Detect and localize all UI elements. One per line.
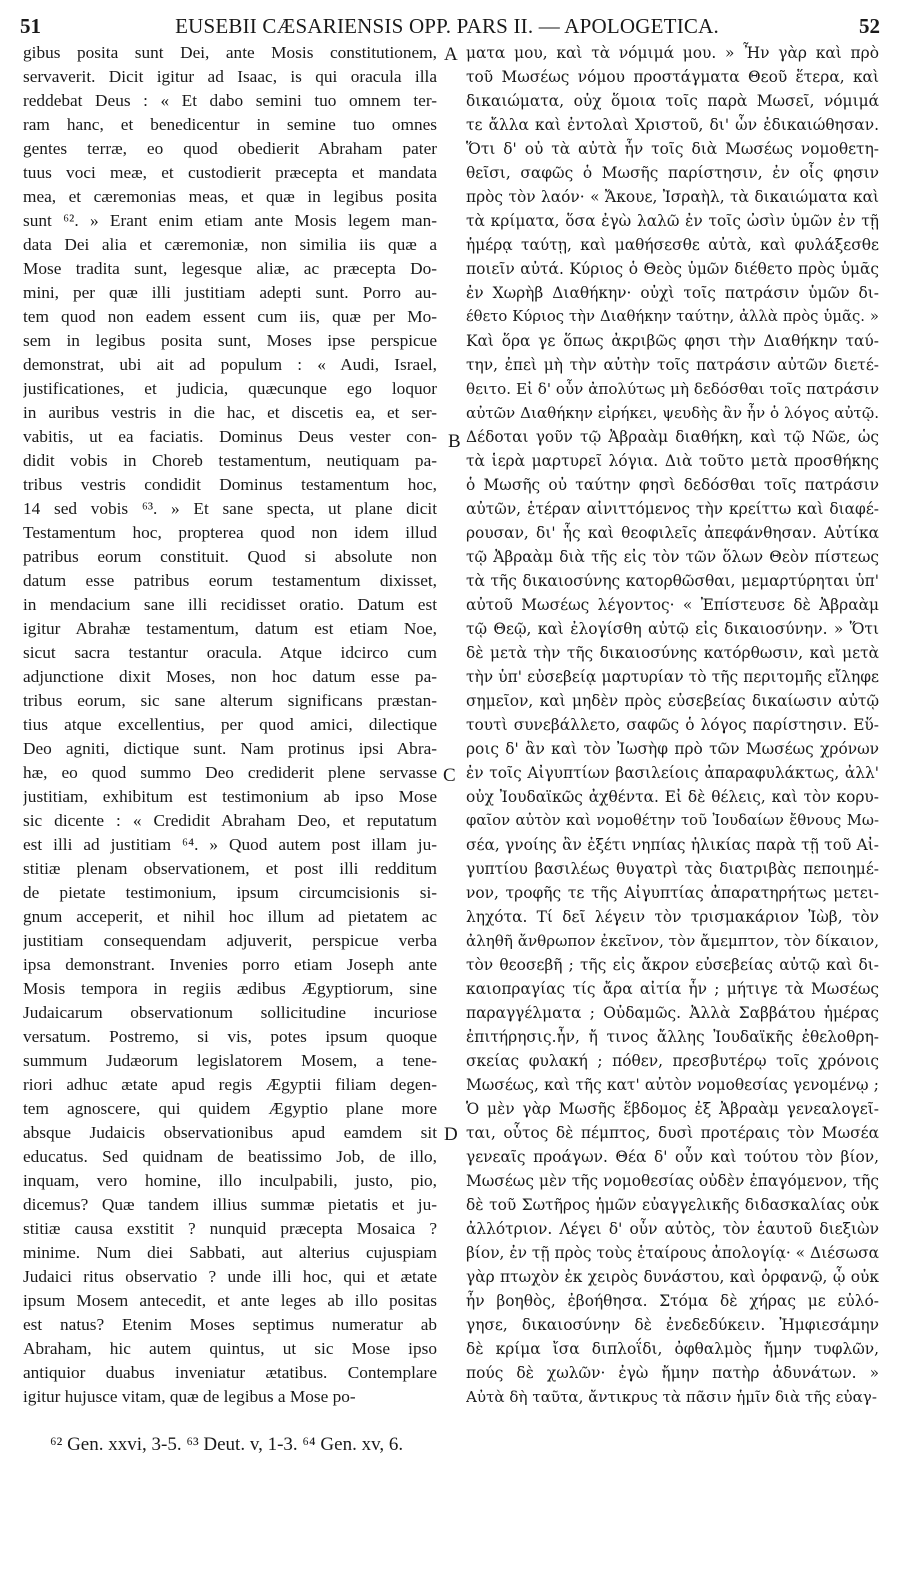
greek-text-line: Ὅτι δ' οὐ τὰ αὐτὰ ἦν τοῖς διὰ Μωσέως νομοθετη- — [466, 140, 879, 158]
greek-text-line: ποιεῖν αὐτά. Κύριος ὁ Θεὸς ὑμῶν διέθετο πρὸς ὑμᾶς — [466, 260, 879, 278]
greek-text-line: τουτὶ συνεβάλλετο, σαφῶς ὁ λόγος παρίστησιν. Εὕ- — [466, 716, 879, 734]
greek-text-line: αὐτῶν Διαθήκην εἰρήκει, ψευδὴς ἂν ἦν ὁ λόγος αὐτῷ. — [466, 404, 879, 422]
latin-text-line: summum Judæorum legislatorem Mosem, a tene- — [23, 1051, 437, 1070]
greek-text-line: δικαιώματα, οὐχ ὅμοια τοῖς παρὰ Μωσεῖ, νόμιμά — [466, 92, 879, 110]
latin-text-line: in mendacium sane illi recidisset oratio. Datum est — [23, 595, 437, 614]
latin-text-line: sic dicente : « Credidit Abraham Deo, et reputatum — [23, 811, 437, 830]
greek-text-line: έθετο Κύριος τὴν Διαθήκην ταύτην, ἀλλὰ πρὸς ὑμᾶς. » — [466, 308, 879, 325]
latin-text-line: tribus vestris condidit Dominus testamentum hoc, — [23, 475, 437, 494]
running-title: EUSEBII CÆSARIENSIS OPP. PARS II. — APOLOGETICA. — [175, 14, 719, 38]
greek-text-line: Ὁ μὲν γὰρ Μωσῆς ἕβδομος ἐξ Ἀβραὰμ γενεαλογεῖ- — [466, 1100, 879, 1118]
greek-text-line: την, ἐπεὶ μὴ τὴν αὐτὴν τοῖς πατράσιν αὐτῶν διετέ- — [466, 356, 879, 374]
greek-text-line: ἀλλότριον. Λέγει δ' οὖν αὐτὸς, τὸν ἑαυτοῦ διεξιὼν — [466, 1220, 879, 1238]
greek-text-line: σέα, γνοίης ἂν ἐξέτι νηπίας ἡλικίας παρὰ τῇ τοῦ Αἰ- — [466, 836, 879, 854]
greek-text-line: τὰ τῆς δικαιοσύνης κατορθῶσθαι, μεμαρτύρηται ὑπ' — [466, 572, 879, 590]
greek-text-line: νον, τροφῆς τε τῆς Αἰγυπτίας ἀπαρατηρήτως μετει- — [466, 884, 879, 902]
greek-text-line: παραγγέλματα ; Οὐδαμῶς. Ἀλλὰ Σαββάτου ἡμέρας — [466, 1004, 879, 1022]
latin-text-line: est illi ad justitiam ⁶⁴. » Quod autem post illam ju- — [23, 835, 437, 854]
latin-text-line: stitiæ plenam observationem, et post illi redditum — [23, 859, 437, 878]
greek-text-line: οὐχ Ἰουδαϊκῶς ἀχθέντα. Εἰ δὲ θέλεις, καὶ τὸν κορυ- — [466, 788, 879, 806]
latin-text-line: gibus posita sunt Dei, ante Mosis constitutionem, — [23, 43, 437, 62]
latin-text-line: Deo agniti, dictique sunt. Nam protinus ipsi Abra- — [23, 739, 437, 758]
latin-text-line: Mosis tempora in regiis ædibus Ægyptiorum, sine — [23, 979, 437, 998]
latin-text-column — [23, 41, 437, 1409]
latin-text-line: ram hanc, et benedicentur in semine tuo omnes — [23, 115, 437, 134]
latin-text-line: Judaici ritus observatio ? unde illi hoc, qui et ætate — [23, 1267, 437, 1286]
latin-text-line: mea, et cæremonias meas, et quæ in legibus posita — [23, 187, 437, 206]
greek-text-line: Καὶ ὅρα γε ὅπως ἀκριβῶς φησι τὴν Διαθήκην ταύ- — [466, 332, 879, 350]
latin-text-line: 14 sed vobis ⁶³. » Et sane specta, ut plane dicit — [23, 499, 437, 518]
latin-text-line: tius atque excellentius, per quod amici, dilectique — [23, 715, 437, 734]
latin-text-line: servaverit. Dicit igitur ad Isaac, is qui oracula illa — [23, 67, 437, 86]
greek-text-line: τὰ κρίματα, ὅσα ἐγὼ λαλῶ ἐν τοῖς ὠσὶν ὑμῶν ἐν τῇ — [466, 212, 879, 230]
greek-text-line: φαῖον αὐτὸν καὶ νομοθέτην τοῦ Ἰουδαίων ἔθνους Μω- — [466, 812, 879, 829]
greek-text-line: ὁ Μωσῆς οὐ ταύτην φησὶ δεδόσθαι τοῖς πατράσιν — [466, 476, 879, 494]
margin-marker-b: B — [448, 431, 461, 452]
latin-text-line: dicemus? Quæ tandem illius summæ pietatis et ju- — [23, 1195, 437, 1214]
greek-text-line: Δέδοται γοῦν τῷ Ἀβραὰμ διαθήκη, καὶ τῷ Νῶε, ὡς — [466, 428, 879, 446]
greek-text-line: Αὐτὰ δὴ ταῦτα, ἄντικρυς τὰ πᾶσιν ἡμῖν διὰ τῆς εὐαγ- — [466, 1388, 877, 1406]
greek-text-line: γυπτίου βασιλέως θυγατρὶ τὰς διατριβὰς πεποιημέ- — [466, 860, 879, 878]
greek-text-line: σκείας φυλακή ; πόθεν, πρεσβυτέρῳ τοῖς χρόνοις — [466, 1052, 879, 1070]
greek-text-line: πρὸς τὸν λαόν· « Ἄκουε, Ἰσραὴλ, τὰ δικαιώματα καὶ — [466, 188, 879, 206]
latin-text-line: tribus eorum, sic sane alterum significans præstan- — [23, 691, 437, 710]
latin-text-line: est natus? Etenim Moses septimus numeratur ab — [23, 1315, 437, 1334]
greek-text-line: τε ἄλλα καὶ ἐντολαὶ Χριστοῦ, δι' ὧν ἐδικαιώθησαν. — [466, 116, 879, 134]
greek-text-line: ρουσαν, δι' ἧς καὶ θεοφιλεῖς ἀπεφάνθησαν. Αὐτίκα — [466, 524, 879, 542]
latin-text-line: Judaicarum observationum sollicitudine incuriose — [23, 1003, 437, 1022]
latin-text-line: gnum acceperit, et nihil hoc illum ad pietatem ac — [23, 907, 437, 926]
latin-text-line: sunt ⁶². » Erant enim etiam ante Mosis legem man- — [23, 211, 437, 230]
right-page-number: 52 — [859, 14, 880, 38]
latin-text-line: justitiam consequendam adjuverit, perspicue verba — [23, 931, 437, 950]
greek-text-line: ροις δ' ἂν καὶ τὸν Ἰωσὴφ πρὸ τῶν Μωσέως χρόνων — [466, 740, 879, 758]
greek-text-line: τῷ Θεῷ, καὶ ἐλογίσθη αὐτῷ εἰς δικαιοσύνην. » Ὅτι — [466, 620, 879, 638]
greek-text-line: τὴν ὑπ' εὐσεβείᾳ μαρτυρίαν τὸ τῆς περιτομῆς εἴληφε — [466, 668, 879, 686]
greek-text-line: ται, οὗτος δὲ πέμπτος, δυσὶ προτέραις τὸν Μωσέα — [466, 1124, 879, 1142]
greek-text-line: τῷ Ἀβραὰμ διὰ τῆς εἰς τὸν τῶν ὅλων Θεὸν πίστεως — [466, 548, 879, 566]
latin-text-line: stitiæ causa exstitit ? nunquid præcepta Mosaica ? — [23, 1219, 437, 1238]
latin-text-line: Testamentum hoc, propterea quod non idem illud — [23, 523, 437, 542]
footnotes: ⁶² Gen. xxvi, 3-5. ⁶³ Deut. v, 1-3. ⁶⁴ Gen. xv, 6. — [50, 1434, 404, 1455]
greek-text-line: Μωσέως, καὶ τῆς κατ' αὐτὸν νομοθεσίας γενομένῳ ; — [466, 1076, 879, 1094]
greek-text-line: γησε, δικαιοσύνην δὲ ἐνεδεδύκειν. Ἠμφιεσάμην — [466, 1316, 879, 1334]
latin-text-line: tem agnoscere, qui quidem Ægyptio plane more — [23, 1099, 437, 1118]
margin-marker-d: D — [444, 1124, 458, 1145]
latin-text-line: riori adhuc ætate apud regis Ægyptii filiam degen- — [23, 1075, 437, 1094]
greek-text-line: δὲ τοῦ Σωτῆρος ἡμῶν εὐαγγελικῆς διδασκαλίας οὐκ — [466, 1196, 879, 1214]
latin-text-line: gentes terræ, eo quod obedierit Abraham pater — [23, 139, 437, 158]
latin-text-line: data Dei alia et cæremoniæ, non similia iis quæ a — [23, 235, 437, 254]
greek-text-line: δὲ κρίμα ἴσα διπλοΐδι, ὀφθαλμὸς ἤμην τυφλῶν, — [466, 1340, 879, 1358]
latin-text-line: ipsum Mosem antecedit, et ante leges ab illo positas — [23, 1291, 437, 1310]
latin-text-line: educatus. Sed quidnam de beatissimo Job, de illo, — [23, 1147, 437, 1166]
latin-text-line: datum esse patribus eorum testamentum dixisset, — [23, 571, 437, 590]
greek-text-line: σημεῖον, καὶ μηδὲν πρὸς εὐσεβείας δικαίωσιν αὐτῷ — [466, 692, 879, 710]
latin-text-line: versatum. Postremo, si vis, potes ipsum quoque — [23, 1027, 437, 1046]
latin-text-line: hæ, eo quod summo Deo crediderit plene servasse — [23, 763, 437, 782]
latin-text-line: tuus voci meæ, et custodierit præcepta et mandata — [23, 163, 437, 182]
latin-text-line: didit vobis in Choreb testamentum, neutiquam pa- — [23, 451, 437, 470]
greek-text-line: θεῖσι, σαφῶς ὁ Μωσῆς παρίστησιν, ἐν οἷς φησιν — [466, 164, 879, 182]
latin-text-line: Mose tradita sunt, legesque aliæ, ac præcepta Do- — [23, 259, 437, 278]
greek-text-line: πούς δὲ χωλῶν· ἐγὼ ἤμην πατὴρ ἀδυνάτων. » — [466, 1364, 879, 1382]
greek-text-line: ἐν τοῖς Αἰγυπτίων βασιλείοις ἀπαραφυλάκτως, ἀλλ' — [466, 764, 879, 782]
page-header — [14, 14, 880, 44]
latin-text-line: justificationes, et judicia, quæcunque ego loquor — [23, 379, 437, 398]
latin-text-line: sem in legibus posita sunt, Moses ipse perspicue — [23, 331, 437, 350]
greek-text-line: ληχότα. Τί δεῖ λέγειν τὸν τρισμακάριον Ἰὼβ, τὸν — [466, 908, 879, 926]
latin-text-line: Abraham, hic autem quintus, ut sic Mose ipso — [23, 1339, 437, 1358]
latin-text-line: adjunctione dixit Moses, non hoc datum esse pa- — [23, 667, 437, 686]
latin-text-line: absque Judaicis observationibus apud eamdem sit — [23, 1123, 437, 1142]
latin-text-line: antiquior duabus inveniatur ætatibus. Contemplare — [23, 1363, 437, 1382]
greek-text-line: γενεαῖς προάγων. Θέα δ' οὖν καὶ τούτου τὸν βίον, — [466, 1148, 879, 1166]
greek-text-line: αὐτοῦ Μωσέως λέγοντος· « Ἐπίστευσε δὲ Ἀβραὰμ — [466, 596, 879, 614]
latin-text-line: patribus eorum constituit. Quod si absolute non — [23, 547, 437, 566]
latin-text-line: in auribus vestris in die hac, et discetis ea, et ser- — [23, 403, 437, 422]
margin-marker-c: C — [443, 765, 456, 786]
latin-text-line: inquam, vero homine, illo inculpabili, justo, pio, — [23, 1171, 437, 1190]
greek-text-line: ἀληθῆ ἄνθρωπον ἐκεῖνον, τὸν ἄμεμπτον, τὸν δίκαιον, — [466, 932, 879, 950]
greek-text-line: θειτο. Εἰ δ' οὖν ἀπολύτως μὴ δεδόσθαι τοῖς πατράσιν — [466, 380, 879, 398]
greek-text-line: ἡμέρᾳ ταύτῃ, καὶ μαθήσεσθε αὐτὰ, καὶ φυλάξεσθε — [466, 236, 879, 254]
greek-text-line: βίον, ἐν τῇ πρὸς τοὺς ἑταίρους ἀπολογίᾳ· « Διέσωσα — [466, 1244, 879, 1262]
greek-text-line: τὰ ἱερὰ μαρτυρεῖ λόγια. Διὰ τοῦτο μετὰ προσθήκης — [466, 452, 879, 470]
greek-text-line: ἐπιτήρησις.ἦν, ἤ τινος ἄλλης Ἰουδαϊκῆς ἐθελοθρη- — [466, 1028, 879, 1046]
greek-text-line: ματα μου, καὶ τὰ νόμιμά μου. » Ἦν γὰρ καὶ πρὸ — [466, 44, 879, 62]
latin-text-line: sicut sacra testantur oracula. Atque idcirco cum — [23, 643, 437, 662]
latin-text-line: igitur Abrahæ testamentum, datum est etiam Noe, — [23, 619, 437, 638]
latin-text-line: demonstrat, ubi ait ad populum : « Audi, Israel, — [23, 355, 437, 374]
latin-text-line: tem quod non eadem essent cum iis, quæ per Mo- — [23, 307, 437, 326]
greek-text-column — [466, 41, 879, 1409]
greek-text-line: δὲ μετὰ τὴν τῆς δικαιοσύνης κατόρθωσιν, καὶ μετὰ — [466, 644, 879, 662]
latin-text-line: ipsa demonstrant. Invenies porro etiam Joseph ante — [23, 955, 437, 974]
greek-text-line: τοῦ Μωσέως νόμου προστάγματα Θεοῦ ἕτερα, καὶ — [466, 68, 879, 86]
latin-text-line: justitiam, exhibitum est testimonium ab ipso Mose — [23, 787, 437, 806]
greek-text-line: γὰρ πτωχὸν ἐκ χειρὸς δυνάστου, καὶ ὀρφανῷ, ᾧ οὐκ — [466, 1268, 879, 1286]
latin-text-line: reddebat Deus : « Et dabo semini tuo omnem ter- — [23, 91, 437, 110]
latin-text-line: de pietate testimonium, ipsum circumcisionis si- — [23, 883, 437, 902]
margin-marker-a: A — [444, 44, 458, 65]
latin-text-line: igitur hujusce vitam, quæ de legibus a Mose po- — [23, 1387, 356, 1406]
greek-text-line: τὸν θεοσεβῆ ; τῆς εἰς ἄκρον εὐσεβείας αὐτῷ καὶ δι- — [466, 956, 879, 974]
latin-text-line: minime. Num diei Sabbati, aut alterius cujuspiam — [23, 1243, 437, 1262]
greek-text-line: ἦν βοηθὸς, ἐβοήθησα. Στόμα δὲ χήρας με εὐλό- — [466, 1292, 879, 1310]
greek-text-line: καιοπραγίας τίς ἄρα αἰτία ἦν ; μήτιγε τὰ Μωσέως — [466, 980, 879, 998]
greek-text-line: ἐν Χωρὴβ Διαθήκην· οὐχὶ τοῖς πατράσιν ὑμῶν δι- — [466, 284, 879, 302]
greek-text-line: Μωσέως μὲν τῆς νομοθεσίας οὐδὲν ἐπαγόμενον, τῆς — [466, 1172, 879, 1190]
latin-text-line: mini, per quæ illi justitiam adepti sunt. Porro au- — [23, 283, 437, 302]
left-page-number: 51 — [20, 14, 41, 38]
greek-text-line: αὐτῶν, ἑτέραν αἰνιττόμενος τὴν κρείττω καὶ διαφέ- — [466, 500, 879, 518]
latin-text-line: vabitis, ut ea faciatis. Dominus Deus vester con- — [23, 427, 437, 446]
